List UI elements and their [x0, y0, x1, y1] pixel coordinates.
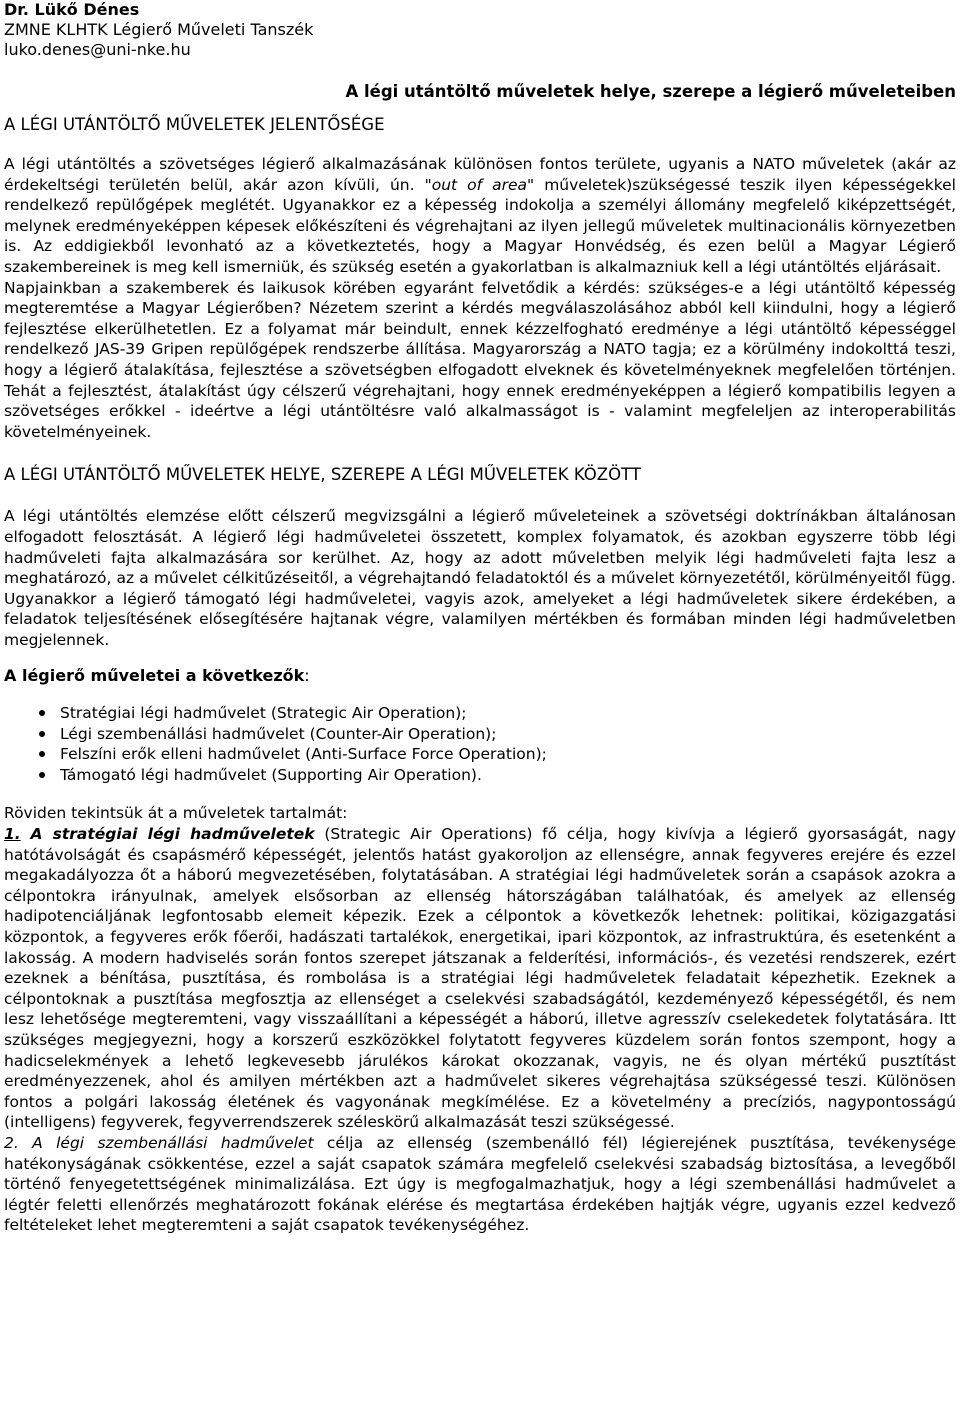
list-item — [60, 765, 956, 786]
author-email: luko.denes@uni-nke.hu — [4, 40, 191, 59]
author-block — [4, 0, 956, 60]
paragraph-significance-2: Napjainkban a szakemberek és laikusok körében egyaránt felvetődik a kérdés: szükséges-e a légi utántöltő képesség megteremtése a Magyar Légierőben? Nézetem szerint a kérdés megválaszolásához abból kell kiindulni, hogy a légierő fejlesztése elkerülhetetlen. Ez a folyamat már beindult, ennek kézzelfogható eredménye a légi utántöltő képességgel rendelkező JAS-39 Gripen repülőgépek rendszerbe állítása. Magyarország a NATO tagja; ez a körülmény indokolttá teszi, hogy a légierő átalakítása, fejlesztése a szövetségben elfogadott elveknek és követelményeknek megfelelően történjen. Tehát a fejlesztést, átalakítást úgy célszerű végrehajtani, hogy ennek eredményeképpen a légierő kompatibilis legyen a szövetséges erőkkel - ideértve a légi utántöltésre való alkalmasságot is - valamint megfeleljen az interoperabilitás követelményeinek. — [4, 278, 956, 441]
bullet-icon — [39, 731, 45, 737]
operations-intro: Röviden tekintsük át a műveletek tartalmát: — [4, 804, 348, 823]
item-number: 1. — [4, 825, 21, 844]
list-item — [60, 724, 956, 745]
operations-subheading-colon: : — [304, 666, 310, 686]
item-number: 2. — [4, 1133, 19, 1152]
paragraph-text: műveletek)szükségessé teszik ilyen képességekkel rendelkező repülőgépek meglétét. Ugyanakkor ez a képesség indokolja a személyi állomány megfelelő kiképzettségét, melynek eredményeképpen képesek előkészíteni és végrehajtani az ilyen jellegű műveletek multinacionális környezetben is. Az eddigiekből levonható az a következtetés, hogy a Magyar Honvédség, és ezen belül a Magyar Légierő szakembereinek is meg kell ismerniük, és szükség esetén a gyakorlatban is alkalmazniuk kell a légi utántöltés eljárásait. — [4, 175, 956, 276]
paragraph-counter-air-operations — [4, 1133, 956, 1236]
operations-subheading-text: A légierő műveletei a következők — [4, 666, 305, 686]
paragraph-text: A légi utántöltés a szövetséges légierő alkalmazásának különösen fontos területe, ugyanis a NATO műveletek (akár az érdekeltségi területén belül, akár azon kívüli, ún. — [4, 155, 956, 194]
list-item — [60, 703, 956, 724]
author-department: ZMNE KLHTK Légierő Műveleti Tanszék — [4, 20, 314, 39]
list-item-text: Stratégiai légi hadművelet (Strategic Air Operation); — [60, 704, 467, 723]
section-heading-place-role: A LÉGI UTÁNTÖLTŐ MŰVELETEK HELYE, SZEREPE A LÉGI MŰVELETEK KÖZÖTT — [4, 465, 641, 485]
out-of-area-term: "out of area" — [424, 175, 535, 194]
paragraph-text: (Strategic Air Operations) fő célja, hogy kivívja a légierő gyorsaságát, nagy hatótávolságát és csapásmérő képességét, jelentős hatást gyakoroljon az ellenségre, annak fegyveres erejére és ezzel megakadályozza őt a háború megvezetésében, folytatásában. A stratégiai légi hadműveletek során a csapások azokra a célpontokra irányulnak, amelyek elsősorban az ellenség hátországában találhatóak, és amelyek az ellenség hadipotenciáljának legfontosabb elemeit képezik. Ezek a célpontok a következők lehetnek: politikai, közigazgatási központok, a fegyveres erők főerői, hadászati tartalékok, energetikai, ipari központok, az infrastruktúra, és esetenként a lakosság. A modern hadviselés során fontos szerepet játszanak a felderítési, információs-, és vezetési rendszerek, ezért ezeknek a bénítása, pusztítása, és rombolása is a stratégiai légi hadműveletek feladatait képezhetik. Ezeknek a célpontoknak a pusztítása megfosztja az ellenséget a cselekvési szabadságától, kezdeményező képességétől, és nem lesz lehetősége megteremteni, vagy visszaállítani a képességét a háború, illetve agresszív cselekedetek folytatására. Itt szükséges megjegyezni, hogy a korszerű eszközökkel folytatott fegyveres küzdelem során fontos szempont, hogy a hadicselekmények a lehető legkevesebb járulékos károkat okozzanak, vagyis, ne és olyan mértékű pusztítást eredményezzenek, ahol és amilyen mértékben azt a hadművelet sikeres végrehajtása szükségessé teszi. Különösen fontos a polgári lakosság életének és vagyonának megkímélése. Ez a követelmény a precíziós, nagypontosságú (intelligens) fegyverek, fegyverrendszerek széleskörű alkalmazását teszi szükségessé. — [4, 825, 956, 1132]
spacer — [4, 442, 956, 464]
paragraph-significance-1 — [4, 154, 956, 278]
bullet-icon — [39, 772, 45, 778]
list-item-text: Támogató légi hadművelet (Supporting Air Operation). — [60, 765, 482, 784]
list-item — [60, 744, 956, 765]
bullet-icon — [39, 710, 45, 716]
paragraph-place-role-1: A légi utántöltés elemzése előtt célszerű megvizsgálni a légierő műveleteinek a szövetségi doktrínákban általánosan elfogadott felosztását. A légierő légi hadműveletei összetett, komplex folyamatok, és azokban egyszerre több légi hadműveleti fajta alkalmazására sor kerülhet. Az, hogy az adott műveletben melyik légi hadműveleti fajta lesz a meghatározó, az a művelet célkitűzéseitől, a végrehajtandó feladatoktól és a művelet környezetétől, körülményeitől függ. Ugyanakkor a légierő támogató légi hadműveletei, vagyis azok, amelyeket a légi hadműveletek sikere érdekében, a feladatok teljesítésének elősegítésére hajtanak végre, valamilyen mértékben és formában minden légi hadműveletben megjelennek. — [4, 507, 956, 649]
list-item-text: Felszíni erők elleni hadművelet (Anti-Surface Force Operation); — [60, 745, 547, 764]
section-heading-significance: A LÉGI UTÁNTÖLTŐ MŰVELETEK JELENTŐSÉGE — [4, 115, 385, 134]
bullet-icon — [39, 751, 45, 757]
counter-air-operations-title: A légi szembenállási hadművelet — [32, 1133, 314, 1152]
document-title: A légi utántöltő műveletek helye, szerepe a légierő műveleteiben — [345, 82, 956, 101]
paragraph-text: célja az ellenség (szembenálló fél) légierejének pusztítása, tevékenysége hatékonyságának csökkentése, ezzel a saját csapatok számára megfelelő cselekvési szabadság biztosítása, a levegőből történő fenyegetettségének minimalizálása. Ezt úgy is megfogalmazhatjuk, hogy a légi szembenállási hadművelet a légtér feletti ellenőrzés meghatározott fokának elérése és megtartása érdekében hajtják végre, ugyanis ezzel kedvező feltételeket lehet megteremteni a saját csapatok tevékenységéhez. — [4, 1133, 956, 1235]
operations-subheading — [4, 666, 956, 685]
author-name: Dr. Lükő Dénes — [4, 0, 140, 19]
list-item-text: Légi szembenállási hadművelet (Counter-Air Operation); — [60, 724, 497, 743]
strategic-operations-title: A stratégiai légi hadműveletek — [30, 825, 315, 844]
paragraph-strategic-operations — [4, 824, 956, 1133]
operations-list — [4, 703, 956, 785]
